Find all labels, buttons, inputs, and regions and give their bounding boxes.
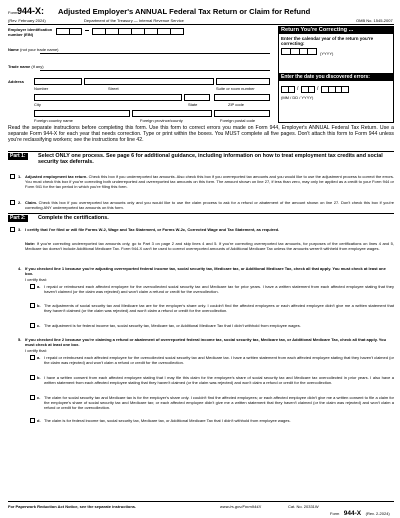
- ein-suffix-field[interactable]: [92, 28, 184, 35]
- line2-text: Claim. Check this box if you overreported tax amounts only and you would like to use the claim process to ask for a refund or abatement of the amount shown on line 27. Don't check this box if you're correcting ANY underreported tax amounts on this form.: [25, 200, 394, 210]
- zip-label: ZIP code: [228, 102, 244, 107]
- line5-text: If you checked line 2 because you're claiming a refund or abatement of overreported federal income tax, social security tax, Medicare tax, or Additional Medicare Tax, check all that apply. You must check at least one box.: [25, 337, 387, 347]
- address-suite-field[interactable]: [216, 78, 270, 85]
- line1-number: 1.: [18, 174, 22, 179]
- address-label: Address: [8, 79, 25, 84]
- foreign-postal-label: Foreign postal code: [220, 118, 256, 123]
- state-field[interactable]: [184, 94, 210, 101]
- line4b-checkbox[interactable]: [30, 303, 35, 308]
- line5b-letter: b.: [37, 375, 41, 380]
- ein-dash: [85, 30, 89, 31]
- name-field[interactable]: [40, 53, 270, 54]
- line5a-text: I repaid or reimbursed each affected employee for the overcollected social security tax and Medicare tax. I have a written statement from each affected employee stating that they haven't claimed (or the claim was rejected) and won't claim a refund or credit for the overcollection.: [44, 355, 394, 365]
- line3-text: I certify that I've filed or will file Forms W-2, Wage and Tax Statement, or Forms W-2c, Corrected Wage and Tax Statement, as required.: [25, 227, 280, 232]
- part2-title: Complete the certifications.: [38, 215, 109, 221]
- date-slash-1: /: [297, 86, 299, 92]
- header-rule: [8, 24, 394, 25]
- discovered-day-field[interactable]: [301, 86, 315, 93]
- discovered-month-field[interactable]: [281, 86, 295, 93]
- line1-checkbox[interactable]: [10, 174, 15, 179]
- number-label: Number: [34, 86, 49, 91]
- line5b-checkbox[interactable]: [30, 375, 35, 380]
- form-number: 944-X:: [17, 6, 45, 16]
- part2-note: Note: If you're correcting underreported tax amounts only, go to Part 3 on page 2 and skip lines 4 and 5. If you're correcting overreported tax amounts, for purposes of the certifications on lines 4 and 5, Medicare tax doesn't include Additional Medicare Tax. Form 944-X can't be used to correct overreported amounts of Additional Medicare Tax unless the amounts weren't withheld from employee wages.: [25, 241, 394, 251]
- line5c-checkbox[interactable]: [30, 395, 35, 400]
- line2-checkbox[interactable]: [10, 200, 15, 205]
- foreign-country-label: Foreign country name: [34, 118, 73, 123]
- suite-label: Suite or room number: [216, 86, 255, 91]
- line5b-text: I have a written consent from each affected employee stating that I may file this claim for the employee's share of social security tax and Medicare tax overcollected in prior years. I also have a written statement from each affected employee stating that they haven't claimed (or the claim was rejected) and won't claim a refund or credit for the overcollection.: [44, 375, 394, 385]
- form-title: Adjusted Employer's ANNUAL Federal Tax Return or Claim for Refund: [58, 7, 311, 16]
- footer-cat-no: Cat. No. 20331W: [288, 504, 319, 509]
- line4c-letter: c.: [37, 323, 41, 328]
- line4c-text: The adjustment is for federal income tax, social security tax, Medicare tax, or Additional Medicare Tax that I didn't withhold from employee wages.: [44, 323, 301, 328]
- line5a-letter: a.: [37, 355, 41, 360]
- name-label: Name (not your trade name): [8, 47, 59, 52]
- address-street-field[interactable]: [84, 78, 214, 85]
- part1-title: Select ONLY one process. See page 6 for additional guidance, including information on how to treat employment tax credits and social security tax deferrals.: [38, 153, 383, 166]
- line4-certify: I certify that:: [25, 277, 47, 282]
- line2-number: 2.: [18, 200, 22, 205]
- line1-text: Adjusted employment tax return. Check this box if you underreported tax amounts. Also check this box if you overreported tax amounts and you would like to use the adjustment process to correct the errors. You must check this box if you're correcting both underreported and overreported tax amounts on this form. The amount shown on line 27, if less than zero, may only be applied as a credit to your Form 944 or Form 941 for the tax period in which you're filing this form.: [25, 174, 394, 189]
- address-number-field[interactable]: [34, 78, 82, 85]
- zip-field[interactable]: [214, 94, 270, 101]
- discovered-year-field[interactable]: [321, 86, 349, 93]
- line4b-text: The adjustments of social security tax and Medicare tax are for the employer's share only. I couldn't find the affected employees or each affected employee didn't give me a written statement that they haven't claimed (or the claim was rejected) and won't claim a refund or credit for the overcollection.: [44, 303, 394, 313]
- line3-checkbox[interactable]: [10, 227, 15, 232]
- line5d-text: The claim is for federal income tax, social security tax, Medicare tax, or Additional Medicare Tax that I didn't withhold from employee wages.: [44, 418, 291, 423]
- city-label: City: [34, 102, 41, 107]
- line5c-text: The claim for social security tax and Medicare tax is for the employer's share only. I couldn't find the affected employees; or each affected employee didn't give me a written consent to file a claim for the employee's share of social security tax and Medicare tax; or each affected employee didn't give me a written statement that they haven't claimed (or the claim was rejected) and won't claim a refund or credit for the overcollection.: [44, 395, 394, 410]
- correcting-year-field[interactable]: [281, 48, 317, 55]
- part1-tag: Part 1:: [10, 153, 26, 159]
- street-label: Street: [108, 86, 119, 91]
- line5d-checkbox[interactable]: [30, 418, 35, 423]
- line5-certify: I certify that:: [25, 348, 47, 353]
- line3-number: 3.: [18, 227, 22, 232]
- year-prompt: Enter the calendar year of the return you're correcting:: [281, 36, 374, 47]
- form-word: Form: [8, 10, 18, 15]
- part2-rule: [8, 213, 394, 214]
- foreign-postal-field[interactable]: [214, 110, 270, 117]
- line4a-letter: a.: [37, 284, 41, 289]
- foreign-province-label: Foreign province/county: [140, 118, 183, 123]
- omb-number: OMB No. 1545-2007: [356, 18, 393, 23]
- discovered-title: Enter the date you discovered errors:: [278, 73, 394, 81]
- line4a-checkbox[interactable]: [30, 284, 35, 289]
- correcting-title: Return You're Correcting ...: [278, 26, 394, 34]
- ein-label: Employer identification number (EIN): [8, 27, 53, 37]
- line4a-text: I repaid or reimbursed each affected employee for the overcollected social security tax and Medicare tax for prior years. I have a written statement from each affected employee stating that they haven't claimed (or the claim was rejected) and won't claim a refund or credit for the overcollection.: [44, 284, 394, 294]
- date-slash-2: /: [317, 86, 319, 92]
- footer-url: www.irs.gov/Form944X: [220, 504, 262, 509]
- line4-number: 4.: [18, 266, 22, 271]
- line4-text: If you checked line 1 because you're adjusting overreported federal income tax, social security tax, Medicare tax, or Additional Medicare Tax, check all that apply. You must check at least one box.: [25, 266, 386, 276]
- trade-name-field[interactable]: [40, 70, 270, 71]
- revision-date: (Rev. February 2024): [8, 18, 46, 23]
- footer-paperwork: For Paperwork Reduction Act Notice, see the separate instructions.: [8, 504, 137, 509]
- trade-name-label: Trade name (if any): [8, 64, 44, 69]
- intro-text: Read the separate instructions before completing this form. Use this form to correct errors you made on Form 944, Employer's ANNUAL Federal Tax Return. Use a separate Form 944-X for each year that needs correction. Type or print within the boxes. You MUST complete all five pages. Don't attach this form to Form 944 unless you're reclassifying workers; see the instructions for line 42.: [8, 125, 394, 143]
- line4c-checkbox[interactable]: [30, 323, 35, 328]
- foreign-country-field[interactable]: [34, 110, 130, 117]
- date-format: (MM / DD / YYYY): [281, 95, 314, 100]
- city-field[interactable]: [34, 94, 182, 101]
- year-format: (YYYY): [320, 51, 334, 56]
- line5c-letter: c.: [37, 395, 41, 400]
- ein-prefix-field[interactable]: [56, 28, 82, 35]
- part1-rule: [8, 151, 394, 152]
- line5a-checkbox[interactable]: [30, 355, 35, 360]
- footer-form-id: Form 944-X (Rev. 2-2024): [330, 510, 390, 517]
- line5-number: 5.: [18, 337, 22, 342]
- form-page: [8, 6, 394, 517]
- line4b-letter: b.: [37, 303, 41, 308]
- department: Department of the Treasury — Internal Revenue Service: [84, 18, 184, 23]
- line5d-letter: d.: [37, 418, 41, 423]
- part2-tag: Part 2:: [10, 215, 26, 221]
- foreign-province-field[interactable]: [132, 110, 212, 117]
- state-label: State: [188, 102, 198, 107]
